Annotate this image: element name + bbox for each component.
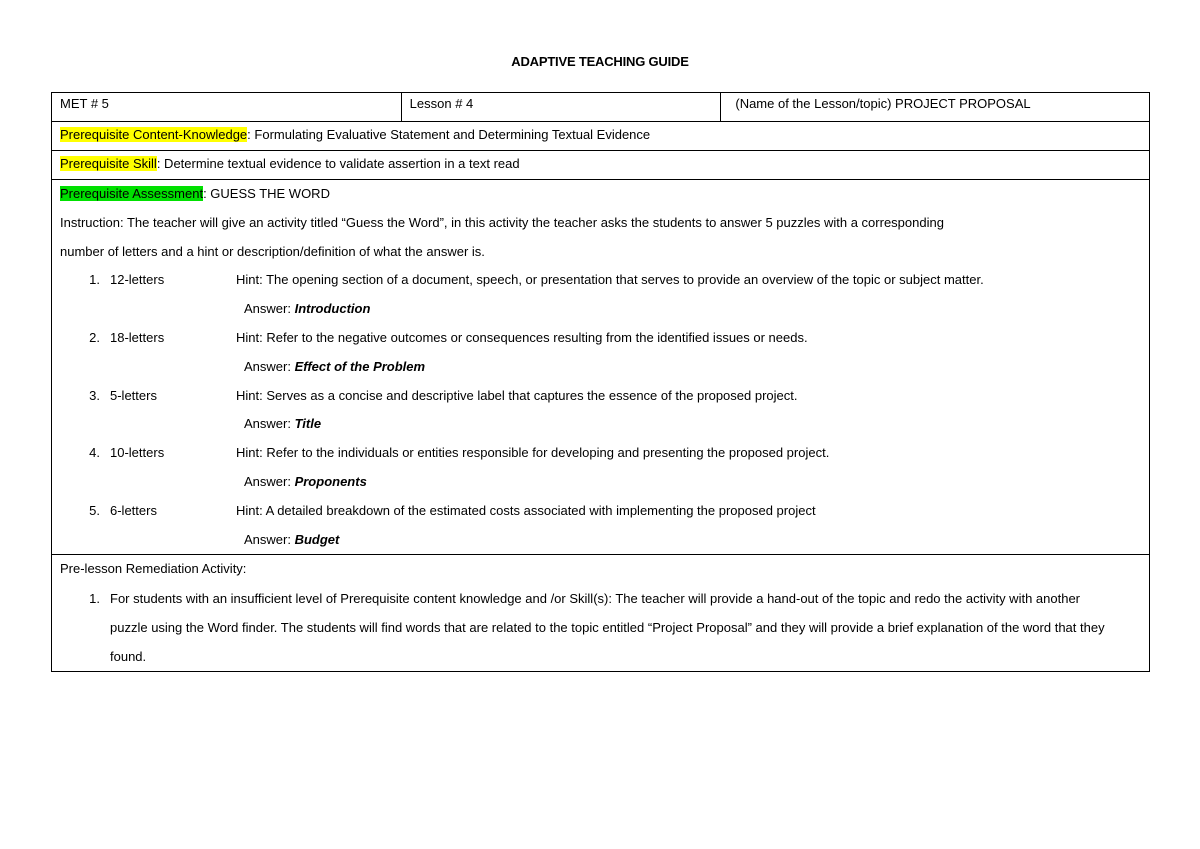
skill-label: Prerequisite Skill [60, 156, 157, 171]
puzzle-letters: 18-letters [110, 329, 165, 345]
answer-label: Answer: [244, 416, 295, 432]
header-row [52, 93, 1150, 122]
answer-value: Introduction [294, 301, 371, 317]
content-knowledge-label: Prerequisite Content-Knowledge [60, 127, 248, 142]
teaching-guide-table [51, 92, 1150, 672]
answer-label: Answer: [244, 473, 295, 489]
remediation-text: For students with an insufficient level of Prerequisite content knowledge and /or Skill(s): The teacher will provide a hand-out of the topic and redo the activity with another puzzle using the Word finder. The students will find words that are related to the topic entitled “Project Proposal” and they will provide a brief explanation of the word that they found. [110, 591, 1105, 665]
puzzle-hint: Hint: A detailed breakdown of the estimated costs associated with implementing the proposed project [236, 502, 816, 518]
answer-label: Answer: [244, 358, 295, 374]
lesson-name-cell: (Name of the Lesson/topic) PROJECT PROPOSAL [721, 93, 1150, 122]
puzzle-item [60, 497, 1141, 526]
skill-text: : Determine textual evidence to validate assertion in a text read [156, 156, 520, 171]
remediation-heading: Pre-lesson Remediation Activity: [60, 561, 247, 577]
puzzle-item [60, 266, 1141, 295]
remediation-item [60, 584, 1141, 671]
puzzle-hint: Hint: Refer to the individuals or entities responsible for developing and presenting the proposed project. [236, 445, 830, 461]
puzzle-answer [60, 410, 1141, 439]
answer-value: Budget [294, 531, 340, 547]
puzzle-list [60, 266, 1141, 554]
remediation-number: 1. [89, 591, 100, 607]
answer-label: Answer: [244, 301, 295, 317]
content-knowledge-row [52, 122, 1150, 151]
instruction-line-2: number of letters and a hint or description/definition of what the answer is. [60, 243, 485, 259]
puzzle-number: 5. [89, 502, 100, 518]
answer-label: Answer: [244, 531, 295, 547]
puzzle-item [60, 382, 1141, 411]
puzzle-item [60, 439, 1141, 468]
puzzle-hint: Hint: Serves as a concise and descriptive label that captures the essence of the proposed project. [236, 387, 798, 403]
remediation-row [52, 555, 1150, 672]
assessment-label: Prerequisite Assessment [60, 186, 204, 201]
puzzle-letters: 12-letters [110, 272, 165, 288]
puzzle-answer [60, 353, 1141, 382]
assessment-heading [60, 180, 1141, 209]
puzzle-letters: 5-letters [110, 387, 157, 403]
puzzle-number: 2. [89, 329, 100, 345]
answer-value: Proponents [294, 473, 367, 489]
puzzle-letters: 10-letters [110, 445, 165, 461]
assessment-row [52, 180, 1150, 555]
puzzle-number: 4. [89, 445, 100, 461]
document-title: ADAPTIVE TEACHING GUIDE [511, 54, 689, 69]
skill-row [52, 151, 1150, 180]
answer-value: Effect of the Problem [294, 358, 426, 374]
puzzle-number: 3. [89, 387, 100, 403]
puzzle-hint: Hint: Refer to the negative outcomes or consequences resulting from the identified issues or needs. [236, 329, 808, 345]
content-knowledge-text: : Formulating Evaluative Statement and Determining Textual Evidence [247, 127, 651, 142]
puzzle-answer [60, 468, 1141, 497]
met-cell: MET # 5 [52, 93, 402, 122]
puzzle-hint: Hint: The opening section of a document, speech, or presentation that serves to provide an overview of the topic or subject matter. [236, 272, 984, 288]
puzzle-letters: 6-letters [110, 502, 157, 518]
assessment-text: : GUESS THE WORD [203, 186, 330, 201]
lesson-cell: Lesson # 4 [401, 93, 721, 122]
answer-value: Title [294, 416, 322, 432]
instruction-line-1: Instruction: The teacher will give an activity titled “Guess the Word”, in this activity the teacher asks the students to answer 5 puzzles with a corresponding [60, 214, 944, 230]
puzzle-answer [60, 295, 1141, 324]
puzzle-item [60, 324, 1141, 353]
puzzle-number: 1. [89, 272, 100, 288]
puzzle-answer [60, 526, 1141, 555]
remediation-list [60, 584, 1141, 671]
